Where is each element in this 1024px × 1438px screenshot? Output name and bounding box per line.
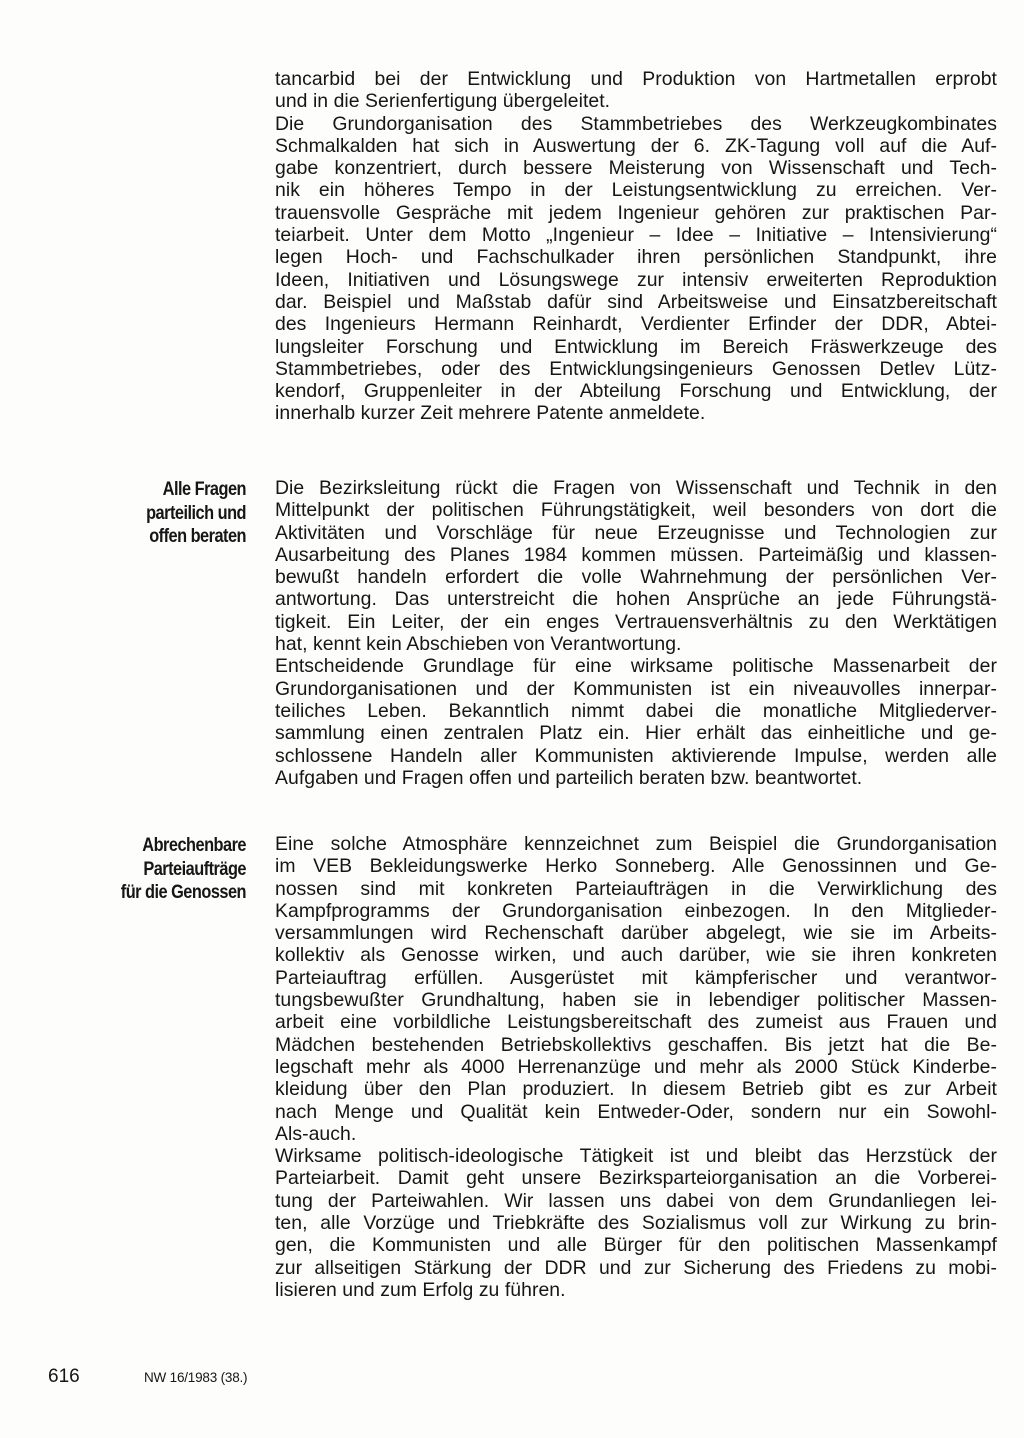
text-line: legschaft mehr als 4000 Herrenanzüge und mehr als 2000 Stück Kinderbe- xyxy=(275,1055,997,1078)
text-line: versammlungen wird Rechenschaft darüber abgelegt, wie sie im Arbeits- xyxy=(275,922,997,945)
text-line: Parteiauftrag erfüllen. Ausgerüstet mit kämpferischer und verantwor- xyxy=(275,966,997,989)
text-line: Kampfprogramms der Grundorganisation einbezogen. In den Mitglieder- xyxy=(275,899,997,922)
text-line: dar. Beispiel und Maßstab dafür sind Arbeitsweise und Einsatzbereitschaft xyxy=(275,290,997,313)
text-line: des Ingenieurs Hermann Reinhardt, Verdienter Erfinder der DDR, Abtei- xyxy=(275,313,997,336)
text-line: Die Grundorganisation des Stammbetriebes des Werkzeugkombinates xyxy=(275,112,997,135)
text-line: im VEB Bekleidungswerke Herko Sonneberg. Alle Genossinnen und Ge- xyxy=(275,855,997,878)
side-heading-line: Parteiaufträge xyxy=(143,858,246,880)
page-footer xyxy=(48,1366,448,1390)
text-line: nossen sind mit konkreten Parteiaufträgen in die Verwirklichung des xyxy=(275,877,997,900)
text-line: Grundorganisationen und der Kommunisten ist ein niveauvolles innerpar- xyxy=(275,677,997,700)
text-line: kleidung über den Plan produziert. In diesem Betrieb gibt es zur Arbeit xyxy=(275,1078,997,1101)
text-line: ten, alle Vorzüge und Triebkräfte des Sozialismus voll zur Wirkung zu brin- xyxy=(275,1212,997,1235)
side-heading-line: Alle Fragen xyxy=(162,479,246,500)
text-line: Mittelpunkt der politischen Führungstätigkeit, weil besonders von dort die xyxy=(275,499,997,522)
text-block-3 xyxy=(275,833,997,1301)
text-line: Aufgaben und Fragen offen und parteilich beraten bzw. beantwortet. xyxy=(275,766,863,789)
text-line: nach Menge und Qualität kein Entweder-Oder, sondern nur ein Sowohl- xyxy=(275,1100,997,1123)
side-heading-line: parteilich und xyxy=(146,502,246,524)
text-line: sammlung einen zentralen Platz ein. Hier erhält das einheitliche und ge- xyxy=(275,722,997,745)
text-line: nik ein höheres Tempo in der Leistungsentwicklung zu erreichen. Ver- xyxy=(275,179,997,202)
text-line: teiarbeit. Unter dem Motto „Ingenieur – Idee – Initiative – Intensivierung“ xyxy=(275,224,997,247)
text-line: tung der Parteiwahlen. Wir lassen uns dabei von dem Grundanliegen lei- xyxy=(275,1189,997,1212)
text-line: antwortung. Das unterstreicht die hohen Ansprüche an jede Führungstä- xyxy=(275,588,997,611)
text-line: lungsleiter Forschung und Entwicklung im Bereich Fräswerkzeuge des xyxy=(275,335,997,358)
text-line: Entscheidende Grundlage für eine wirksame politische Massenarbeit der xyxy=(275,655,997,678)
text-line: gen, die Kommunisten und alle Bürger für den politischen Massenkampf xyxy=(275,1234,997,1257)
text-line: Aktivitäten und Vorschläge für neue Erzeugnisse und Technologien zur xyxy=(275,521,997,544)
text-block-1 xyxy=(275,68,997,425)
text-line: arbeit eine vorbildliche Leistungsbereitschaft des zumeist aus Frauen und xyxy=(275,1011,997,1034)
text-line: und in die Serienfertigung übergeleitet. xyxy=(275,90,611,113)
text-line: kendorf, Gruppenleiter in der Abteilung Forschung und Entwicklung, der xyxy=(275,380,997,403)
side-heading-line: für die Genossen xyxy=(120,882,246,903)
text-line: Ideen, Initiativen und Lösungswege zur intensiv erweiterten Reproduktion xyxy=(275,268,997,291)
journal-reference: NW 16/1983 (38.) xyxy=(144,1370,248,1385)
text-line: Stammbetriebes, oder des Entwicklungsingenieurs Genossen Detlev Lütz- xyxy=(275,357,997,380)
text-line: Eine solche Atmosphäre kennzeichnet zum Beispiel die Grundorganisation xyxy=(275,833,997,855)
text-block-2 xyxy=(275,477,997,789)
side-heading-line: offen beraten xyxy=(149,526,246,547)
text-line: lisieren und zum Erfolg zu führen. xyxy=(275,1278,566,1301)
text-line: gabe konzentriert, durch bessere Meisterung von Wissenschaft und Tech- xyxy=(275,157,997,180)
text-line: Mädchen bestehenden Betriebskollektivs geschaffen. Bis jetzt hat die Be- xyxy=(275,1033,997,1056)
text-line: legen Hoch- und Fachschulkader ihren persönlichen Standpunkt, ihre xyxy=(275,246,997,269)
text-line: schlossene Handeln aller Kommunisten aktivierende Impulse, werden alle xyxy=(275,744,997,767)
side-heading-parteiauftraege xyxy=(60,834,246,905)
side-heading-line: Abrechenbare xyxy=(142,835,246,856)
side-heading-fragen xyxy=(60,478,246,549)
text-line: tigkeit. Ein Leiter, der ein enges Vertrauensverhältnis zu den Werktätigen xyxy=(275,610,997,633)
text-line: Wirksame politisch-ideologische Tätigkeit ist und bleibt das Herzstück der xyxy=(275,1145,997,1168)
text-line: Ausarbeitung des Planes 1984 kommen müssen. Parteimäßig und klassen- xyxy=(275,543,997,566)
text-line: teiliches Leben. Bekanntlich nimmt dabei die monatliche Mitgliederver- xyxy=(275,699,997,722)
page-number: 616 xyxy=(48,1366,80,1387)
text-line: Die Bezirksleitung rückt die Fragen von Wissenschaft und Technik in den xyxy=(275,477,997,499)
text-line: bewußt handeln erfordert die volle Wahrnehmung der persönlichen Ver- xyxy=(275,566,997,589)
text-line: Als-auch. xyxy=(275,1122,357,1145)
text-line: trauensvolle Gespräche mit jedem Ingenieur gehören zur praktischen Par- xyxy=(275,201,997,224)
text-line: zur allseitigen Stärkung der DDR und zur Sicherung des Friedens zu mobi- xyxy=(275,1256,997,1279)
text-line: Schmalkalden hat sich in Auswertung der 6. ZK-Tagung voll auf die Auf- xyxy=(275,134,997,157)
text-line: Parteiarbeit. Damit geht unsere Bezirksparteiorganisation an die Vorberei- xyxy=(275,1167,997,1190)
text-line: hat, kennt kein Abschieben von Verantwortung. xyxy=(275,633,682,656)
text-line: tancarbid bei der Entwicklung und Produktion von Hartmetallen erprobt xyxy=(275,68,997,90)
text-line: innerhalb kurzer Zeit mehrere Patente anmeldete. xyxy=(275,402,706,425)
text-line: tungsbewußter Grundhaltung, haben sie in lebendiger politischer Massen- xyxy=(275,989,997,1012)
text-line: kollektiv als Genosse wirken, und auch darüber, wie sie ihren konkreten xyxy=(275,944,997,967)
